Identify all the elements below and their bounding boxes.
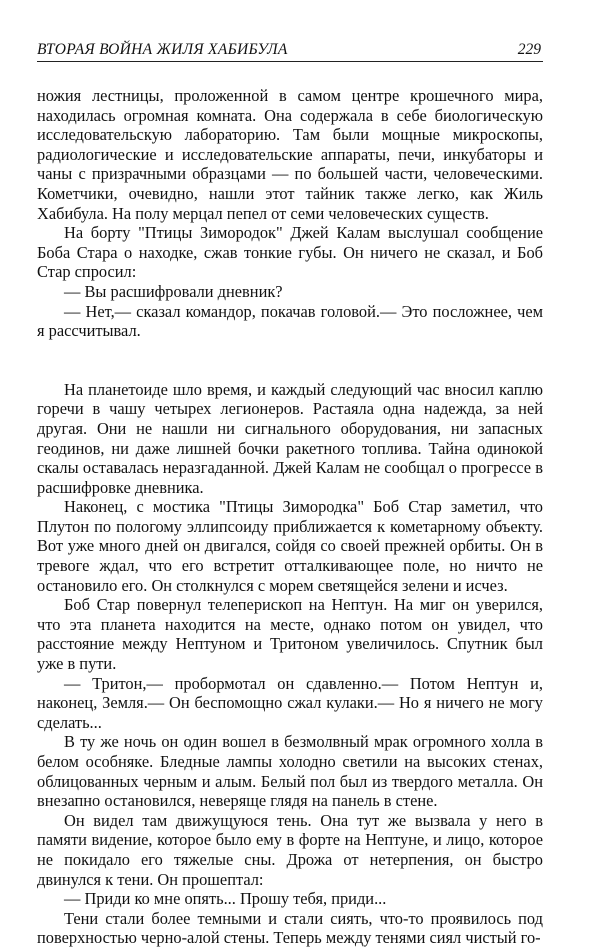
running-head — [37, 41, 543, 62]
paragraph: Наконец, с мостика "Птицы Зимородка" Боб Стар заметил, что Плутон по пологому эллипсоиду приближается к кометарному объекту. Вот уже много дней он двигался, сойдя со своей прежней орбиты. Он в тревоге ждал, что его встретит отталкивающее поле, но ничто не остановило его. Он столкнулся с морем светящейся зелени и исчез. — [37, 497, 543, 595]
running-title: ВТОРАЯ ВОЙНА ЖИЛЯ ХАБИБУЛА — [37, 41, 288, 58]
paragraph: Боб Стар повернул телеперископ на Нептун. На миг он уверился, что эта планета находится на месте, однако потом он увидел, что расстояние между Нептуном и Тритоном увеличилось. Спутник был уже в пути. — [37, 595, 543, 674]
paragraph: На борту "Птицы Зимородок" Джей Калам выслушал сообщение Боба Стара о находке, сжав тонкие губы. Он ничего не сказал, и Боб Стар спросил: — [37, 223, 543, 282]
dialogue-line: — Тритон,— пробормотал он сдавленно.— Потом Нептун и, наконец, Земля.— Он беспомощно сжал кулаки.— Но я ничего не могу сделать... — [37, 673, 543, 732]
paragraph: На планетоиде шло время, и каждый следующий час вносил каплю горечи в чашу четырех легионеров. Растаяла одна надежда, за ней другая. Они не нашли ни сигнального оборудования, ни запасных геодинов, ни даже лишней бочки ракетного топлива. Тайна одинокой скалы оставалась неразгаданной. Джей Калам не сообщал о прогрессе в расшифровке дневника. — [37, 379, 543, 497]
dialogue-line: — Нет,— сказал командор, покачав головой.— Это посложнее, чем я рассчитывал. — [37, 301, 543, 341]
dialogue-line: — Приди ко мне опять... Прошу тебя, приди... — [64, 889, 387, 909]
paragraph: ножия лестницы, проложенной в самом центре крошечного мира, находилась огромная комната. Она содержала в себе биологическую исследовательскую лабораторию. Там были мощные микроскопы, радиологические и исследовательские аппараты, печи, инкубаторы и чаны с призрачными образцами — по большей части, человеческими. Кометчики, очевидно, нашли этот тайник также легко, как Жиль Хабибула. На полу мерцал пепел от семи человеческих существ. — [37, 86, 543, 223]
page-number: 229 — [517, 41, 541, 58]
section-break — [37, 341, 543, 380]
page-body — [37, 86, 543, 948]
paragraph: Он видел там движущуюся тень. Она тут же вызвала у него в памяти видение, которое было ему в форте на Нептуне, и лицо, которое не покидало его тяжелые сны. Дрожа от нетерпения, он быстро двинулся к тени. Он прошептал: — [37, 810, 543, 889]
paragraph: В ту же ночь он один вошел в безмолвный мрак огромного холла в белом особняке. Бледные лампы холодно светили на высоких стенах, облицованных черным и алым. Белый пол был из твердого металла. Он внезапно остановился, неверяще глядя на панель в стене. — [37, 732, 543, 811]
paragraph: Тени стали более темными и стали сиять, что-то проявилось под поверхностью черно-алой стены. Теперь между тенями сиял чистый го- — [37, 908, 543, 948]
dialogue-line: — Вы расшифровали дневник? — [64, 281, 283, 301]
